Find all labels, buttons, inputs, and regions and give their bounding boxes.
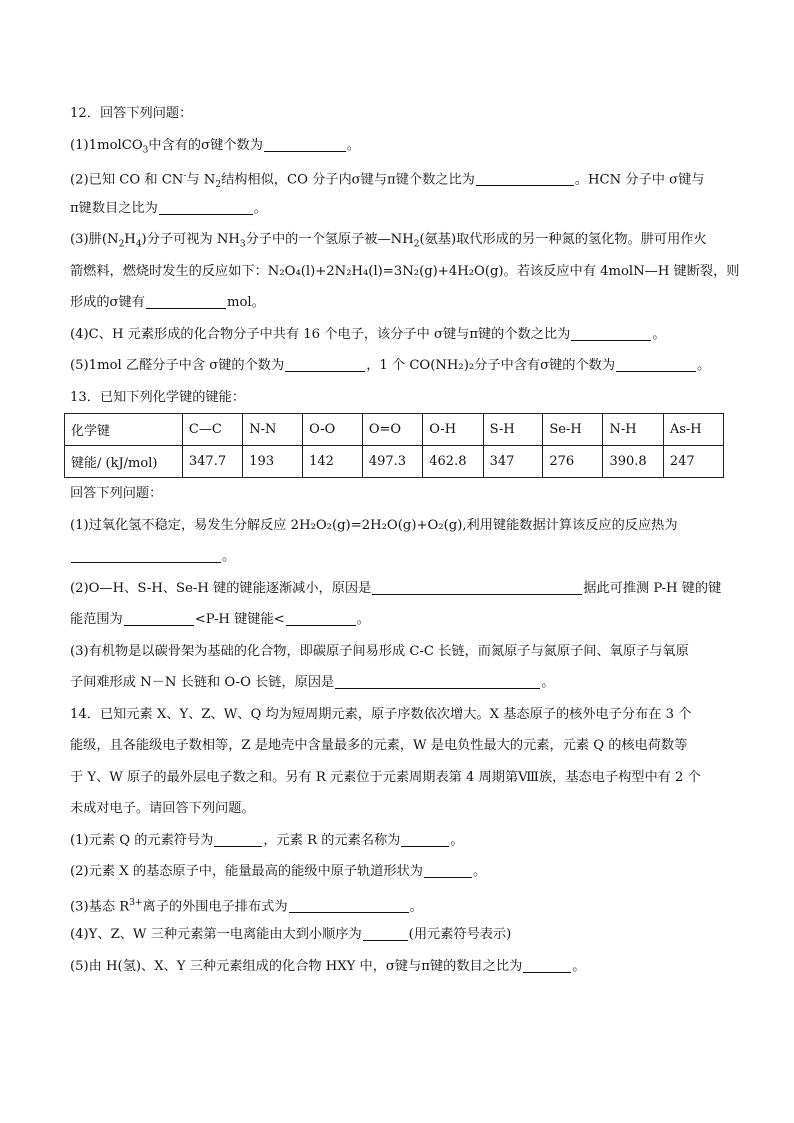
q14-part4 (70, 919, 730, 951)
q14-stem-4 (70, 793, 730, 825)
table-header-row (65, 414, 724, 446)
table-cell: 497.3 (362, 446, 422, 478)
answer-blank[interactable] (616, 357, 696, 372)
q13-part2-cont (70, 604, 730, 636)
superscript: 3+ (129, 897, 143, 908)
text: 。 (356, 612, 370, 627)
table-cell: C—C (182, 414, 242, 446)
q12-part2-cont (70, 193, 730, 225)
subscript: 3 (239, 239, 246, 250)
table-cell: As-H (663, 414, 723, 446)
text: π键数目之比为 (70, 200, 158, 216)
text: (1)元素 Q 的元素符号为 (70, 832, 214, 848)
subscript: 4 (135, 239, 142, 250)
text: (3)基态 R (70, 898, 130, 914)
table-cell: 390.8 (603, 446, 663, 478)
q12-part4 (70, 319, 730, 351)
q14-stem-2 (70, 730, 730, 762)
answer-blank[interactable] (523, 958, 571, 973)
q12-title (70, 98, 730, 130)
q12-part3 (70, 224, 730, 256)
subscript: 2 (413, 239, 420, 250)
q12-part1 (70, 130, 730, 162)
table-cell: 142 (303, 446, 363, 478)
answer-blank[interactable] (71, 548, 221, 563)
text: 。 (409, 898, 423, 914)
text: (3)有机物是以碳骨架为基础的化合物，即碳原子间易形成 C-C 长链，而氮原子与氮原子间、氧原子与氧原 (70, 643, 689, 659)
q13-sub (70, 478, 730, 510)
q13-part1 (70, 510, 730, 542)
q14-part5 (70, 951, 730, 983)
answer-blank[interactable] (372, 580, 582, 595)
q12-part5 (70, 350, 730, 382)
table-cell: O-O (303, 414, 363, 446)
text: (2)已知 CO 和 CN (70, 172, 184, 188)
text: 。 (652, 326, 666, 342)
text: <P-H 键键能< (194, 612, 285, 627)
answer-blank[interactable] (571, 326, 651, 341)
table-cell: O-H (423, 414, 483, 446)
answer-blank[interactable] (146, 294, 226, 309)
text: 结构相似，CO 分子内σ键与π键个数之比为 (221, 172, 475, 188)
table-cell: N-H (603, 414, 663, 446)
q12-part3-cont2 (70, 287, 730, 319)
text: (5)1mol 乙醛分子中含 σ键的个数为 (70, 358, 285, 373)
text: H (124, 232, 136, 247)
bond-energy-table (64, 413, 724, 478)
answer-blank[interactable] (264, 137, 346, 152)
table-cell: 462.8 (423, 446, 483, 478)
text: 。 (253, 200, 267, 216)
text: )分子可视为 NH (141, 232, 240, 247)
answer-blank[interactable] (289, 898, 409, 913)
q14-part3 (70, 888, 730, 920)
q14-stem-1 (70, 699, 730, 731)
text: 于 Y、W 原子的最外层电子数之和。另有 R 元素位于元素周期表第 4 周期第Ⅷ族，基态电子构型中有 2 个 (70, 769, 701, 785)
text: 与 N (186, 172, 216, 188)
text: 子间难形成 N－N 长链和 O-O 长链，原因是 (70, 675, 335, 690)
table-cell: Se-H (543, 414, 603, 446)
text: 。HCN 分子中 σ键与 (574, 172, 705, 188)
text: 据此可推测 P-H 键的键 (583, 580, 722, 596)
answer-blank[interactable] (424, 863, 472, 878)
table-cell: N-N (243, 414, 303, 446)
text: (3)肼(N (70, 232, 119, 247)
table-cell: 193 (243, 446, 303, 478)
text: 中含有的σ键个数为 (148, 137, 263, 153)
text: 箭燃料，燃烧时发生的反应如下：N₂O₄(l)+2N₂H₄(l)=3N₂(g)+4H₂O(g)。若该反应中有 4molN—H 键断裂，则 (70, 263, 740, 279)
answer-blank[interactable] (159, 200, 253, 215)
table-cell: O=O (362, 414, 422, 446)
text: 分子中的一个氢原子被—NH (245, 232, 414, 247)
q14-stem-3 (70, 762, 730, 794)
answer-blank[interactable] (286, 611, 356, 626)
text: ，1 个 CO(NH₂)₂分子中含有σ键的个数为 (366, 358, 616, 373)
worksheet (70, 98, 740, 982)
text: 。 (697, 358, 711, 373)
table-cell: 键能/ (kJ/mol) (65, 446, 183, 478)
table-cell: 347 (483, 446, 543, 478)
text: 形成的σ键有 (70, 295, 145, 310)
table-cell: 化学键 (65, 414, 183, 446)
text: (1)过氧化氢不稳定，易发生分解反应 2H₂O₂(g)=2H₂O(g)+O₂(g),利用键能数据计算该反应的反应热为 (70, 517, 678, 533)
q14-part2 (70, 856, 730, 888)
table-cell: 276 (543, 446, 603, 478)
q12-part2 (70, 161, 730, 193)
answer-blank[interactable] (285, 357, 365, 372)
text: (4)C、H 元素形成的化合物分子中共有 16 个电子，该分子中 σ键与π键的个数之比为 (70, 326, 571, 342)
table-cell: S-H (483, 414, 543, 446)
text: 能级，且各能级电子数相等，Z 是地壳中含量最多的元素，W 是电负性最大的元素，元素 Q 的核电荷数等 (70, 738, 688, 753)
text: 能范围为 (70, 612, 123, 627)
text: ，元素 R 的元素名称为 (263, 832, 401, 848)
answer-blank[interactable] (401, 832, 449, 847)
q13-part2 (70, 573, 730, 605)
q13-part3-cont (70, 667, 730, 699)
table-row (65, 446, 724, 478)
subscript: 2 (118, 239, 125, 250)
text: 离子的外围电子排布式为 (142, 898, 288, 914)
q13-title (70, 382, 730, 414)
q13-part3 (70, 636, 730, 668)
answer-blank[interactable] (214, 832, 262, 847)
table-cell: 347.7 (182, 446, 242, 478)
answer-blank[interactable] (476, 171, 574, 186)
text: 。 (346, 137, 361, 153)
text: 14．已知元素 X、Y、Z、W、Q 均为短周期元素，原子序数依次增大。X 基态原子的核外电子分布在 3 个 (70, 706, 692, 722)
text: (用元素符号表示) (408, 927, 512, 942)
text: mol。 (226, 295, 265, 310)
answer-blank[interactable] (363, 926, 408, 941)
q14-part1 (70, 825, 730, 857)
text: 。 (541, 675, 555, 690)
text: (1)1molCO (70, 137, 143, 153)
answer-blank[interactable] (124, 611, 194, 626)
text: 。 (450, 832, 464, 848)
q13-part1-cont (70, 541, 730, 573)
text: (5)由 H(氢)、X、Y 三种元素组成的化合物 HXY 中，σ键与π键的数目之比为 (70, 958, 523, 974)
text: (氨基)取代形成的另一种氮的氢化物。肼可用作火 (419, 232, 707, 247)
text: 13．已知下列化学键的键能： (70, 389, 246, 405)
text: (4)Y、Z、W 三种元素第一电离能由大到小顺序为 (70, 927, 362, 942)
text: 未成对电子。请回答下列问题。 (70, 801, 255, 816)
table-cell: 247 (663, 446, 723, 478)
superscript: - (183, 171, 187, 181)
subscript: 2 (215, 180, 222, 191)
text: 。 (472, 864, 487, 879)
answer-blank[interactable] (335, 674, 540, 689)
text: (2)元素 X 的基态原子中，能量最高的能级中原子轨道形状为 (70, 864, 423, 879)
subscript: 3 (142, 145, 149, 156)
text: 。 (222, 549, 236, 564)
text: (2)O—H、S-H、Se-H 键的键能逐渐减小，原因是 (70, 580, 372, 596)
text: 回答下列问题： (70, 486, 163, 501)
text: 。 (572, 958, 586, 974)
q12-title-text: 12．回答下列问题： (70, 106, 193, 121)
q12-part3-cont (70, 256, 740, 288)
